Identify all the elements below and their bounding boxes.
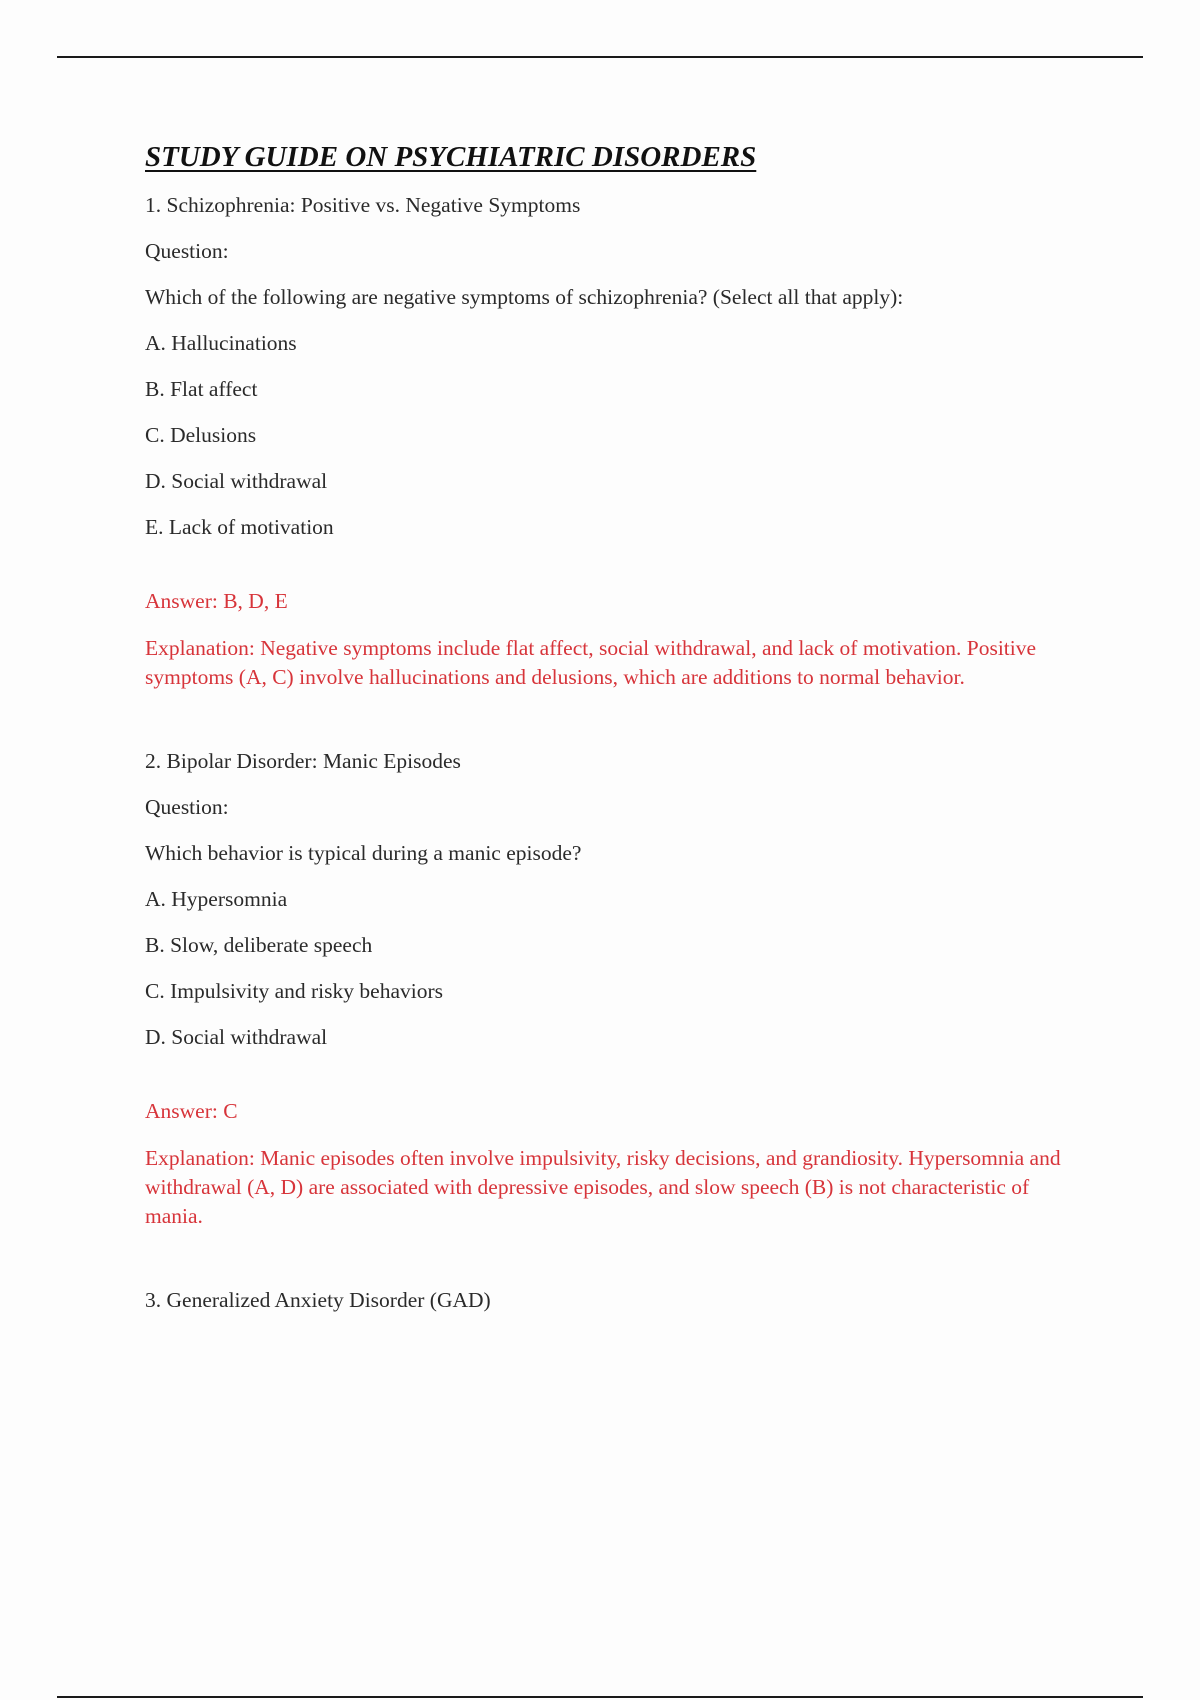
section-heading: 1. Schizophrenia: Positive vs. Negative Symptoms [145,192,581,217]
section-3 [145,1287,1075,1313]
section-2 [145,748,1075,1231]
document-title: STUDY GUIDE ON PSYCHIATRIC DISORDERS [145,141,757,173]
option-c: C. Delusions [145,422,257,447]
top-rule [57,56,1143,58]
question-label: Question: [145,794,229,819]
option-d: D. Social withdrawal [145,1024,328,1049]
option-d: D. Social withdrawal [145,468,328,493]
answer-text: Answer: B, D, E [145,588,288,613]
option-b: B. Slow, deliberate speech [145,932,373,957]
bottom-rule [57,1696,1143,1698]
question-label: Question: [145,238,229,263]
option-b: B. Flat affect [145,376,258,401]
question-text: Which behavior is typical during a manic episode? [145,840,582,865]
option-a: A. Hallucinations [145,330,297,355]
section-heading: 3. Generalized Anxiety Disorder (GAD) [145,1287,491,1312]
section-heading: 2. Bipolar Disorder: Manic Episodes [145,748,461,773]
document-body [145,140,1075,1333]
section-1 [145,192,1075,692]
answer-text: Answer: C [145,1098,238,1123]
explanation-text: Explanation: Manic episodes often involve impulsivity, risky decisions, and grandiosity. Hypersomnia and withdrawal (A, D) are associated with depressive episodes, and slow speech (B) is not characteristic of mania. [145,1145,1061,1228]
option-c: C. Impulsivity and risky behaviors [145,978,443,1003]
option-a: A. Hypersomnia [145,886,288,911]
question-text: Which of the following are negative symptoms of schizophrenia? (Select all that apply): [145,284,904,309]
option-e: E. Lack of motivation [145,514,334,539]
explanation-text: Explanation: Negative symptoms include flat affect, social withdrawal, and lack of motivation. Positive symptoms (A, C) involve hallucinations and delusions, which are additions to normal behavior. [145,635,1037,689]
